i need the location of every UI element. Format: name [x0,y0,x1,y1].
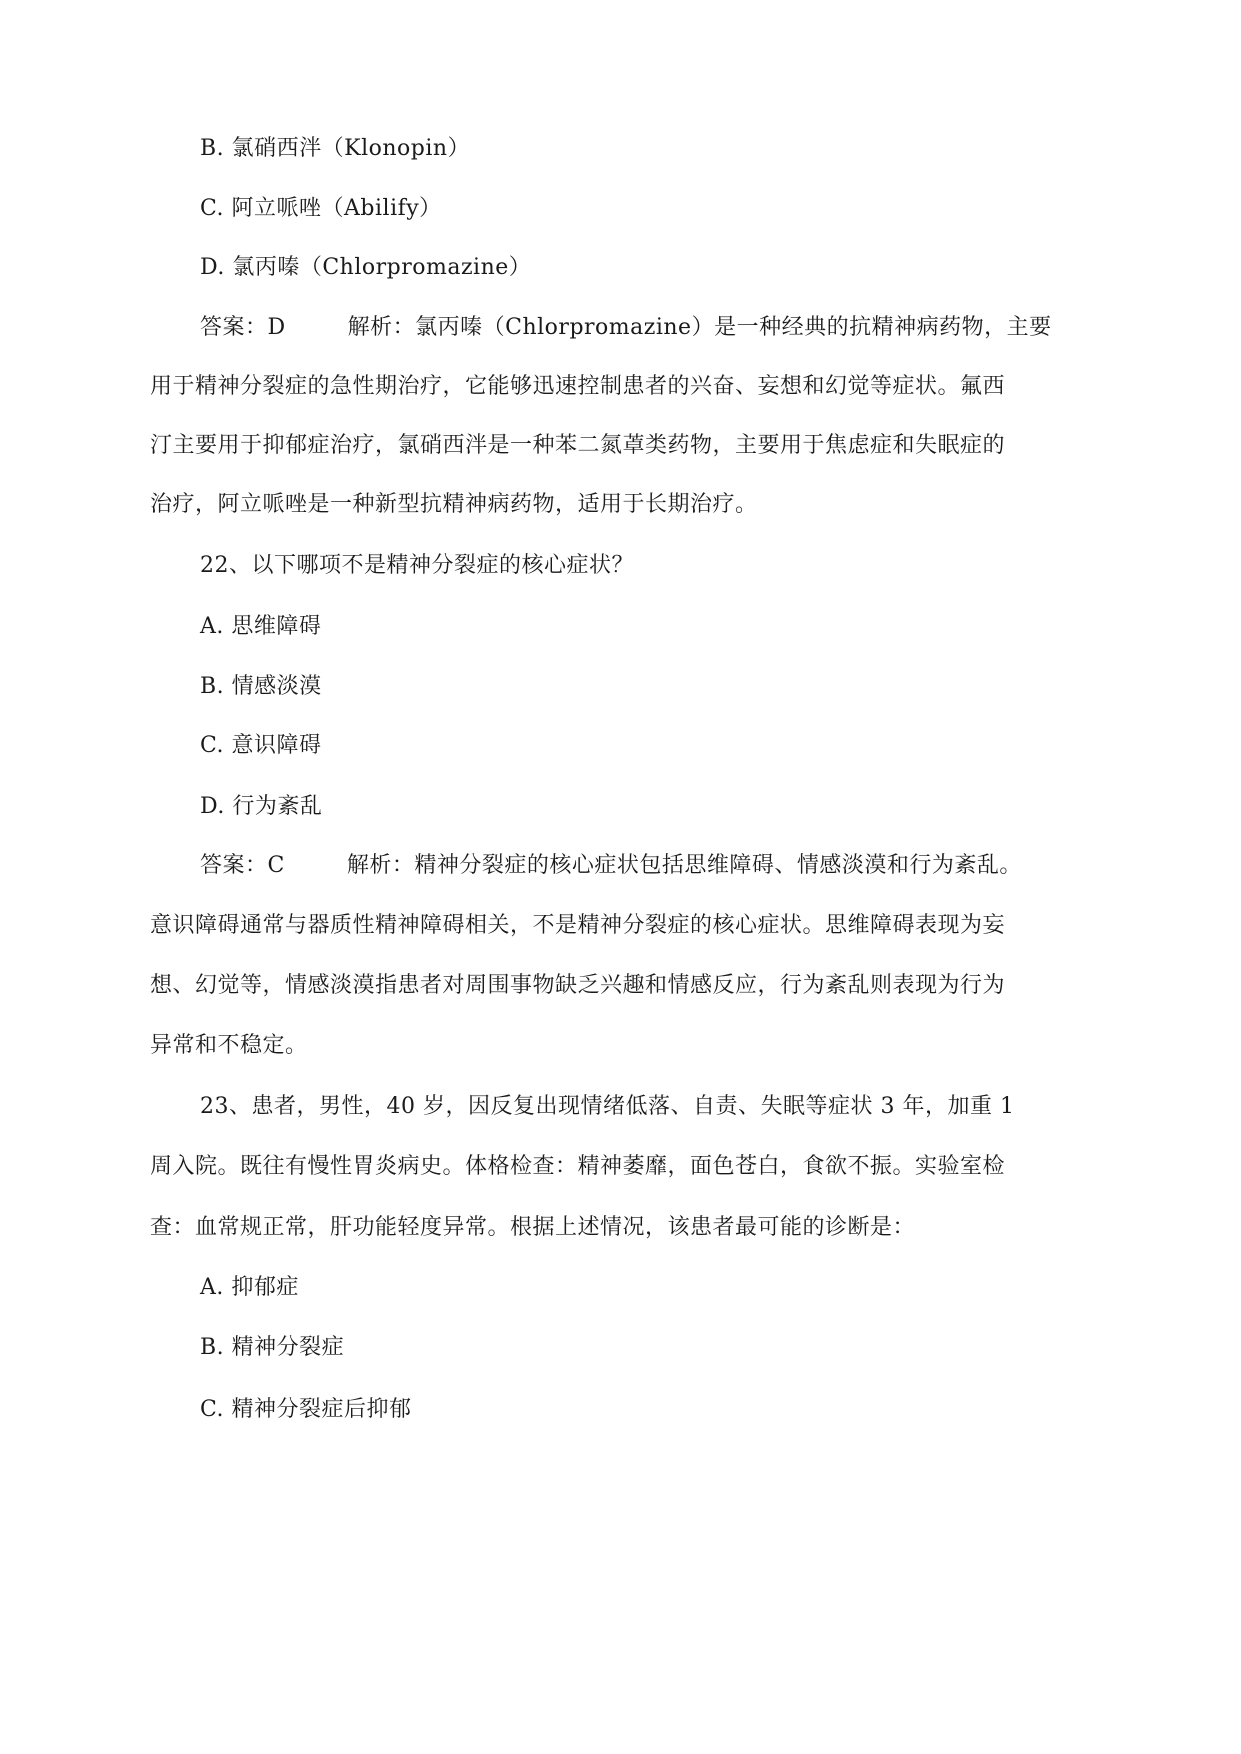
q21-option-b: B. 氯硝西泮（Klonopin） [200,136,471,161]
q22-explanation-line: 想、幻觉等，情感淡漠指患者对周围事物缺乏兴趣和情感反应，行为紊乱则表现为行为 [150,973,1006,998]
q21-explanation-line: 治疗，阿立哌唑是一种新型抗精神病药物，适用于长期治疗。 [150,492,758,517]
q23-question-line: 周入院。既往有慢性胃炎病史。体格检查：精神萎靡，面色苍白，食欲不振。实验室检 [150,1154,1006,1179]
q22-answer: 答案：C [200,853,285,878]
q23-option-b: B. 精神分裂症 [200,1335,345,1360]
q23-question-line: 23、患者，男性，40 岁，因反复出现情绪低落、自责、失眠等症状 3 年，加重 1 [200,1094,1015,1119]
q22-option-d: D. 行为紊乱 [200,794,323,819]
q21-option-c: C. 阿立哌唑（Abilify） [200,196,442,221]
q23-option-a: A. 抑郁症 [200,1275,299,1300]
q21-explanation-line: 用于精神分裂症的急性期治疗，它能够迅速控制患者的兴奋、妄想和幻觉等症状。氟西 [150,374,1006,399]
q21-explanation-start: 解析：氯丙嗪（Chlorpromazine）是一种经典的抗精神病药物，主要 [347,315,1052,340]
q22-option-b: B. 情感淡漠 [200,674,322,699]
q22-question: 22、以下哪项不是精神分裂症的核心症状？ [200,553,634,578]
q22-option-c: C. 意识障碍 [200,733,322,758]
q21-option-d: D. 氯丙嗪（Chlorpromazine） [200,255,532,280]
q23-option-c: C. 精神分裂症后抑郁 [200,1397,412,1422]
q22-answer-line [200,851,1022,881]
q23-question-line: 查：血常规正常，肝功能轻度异常。根据上述情况，该患者最可能的诊断是： [150,1215,916,1240]
q22-option-a: A. 思维障碍 [200,614,322,639]
q21-answer: 答案：D [200,315,286,340]
q21-explanation-line: 汀主要用于抑郁症治疗，氯硝西泮是一种苯二氮䓬类药物，主要用于焦虑症和失眠症的 [150,433,1006,458]
q22-explanation-line: 异常和不稳定。 [150,1033,308,1058]
q22-explanation-start: 解析：精神分裂症的核心症状包括思维障碍、情感淡漠和行为紊乱。 [346,853,1022,878]
q21-answer-line [200,313,1052,343]
q22-explanation-line: 意识障碍通常与器质性精神障碍相关，不是精神分裂症的核心症状。思维障碍表现为妄 [150,913,1006,938]
